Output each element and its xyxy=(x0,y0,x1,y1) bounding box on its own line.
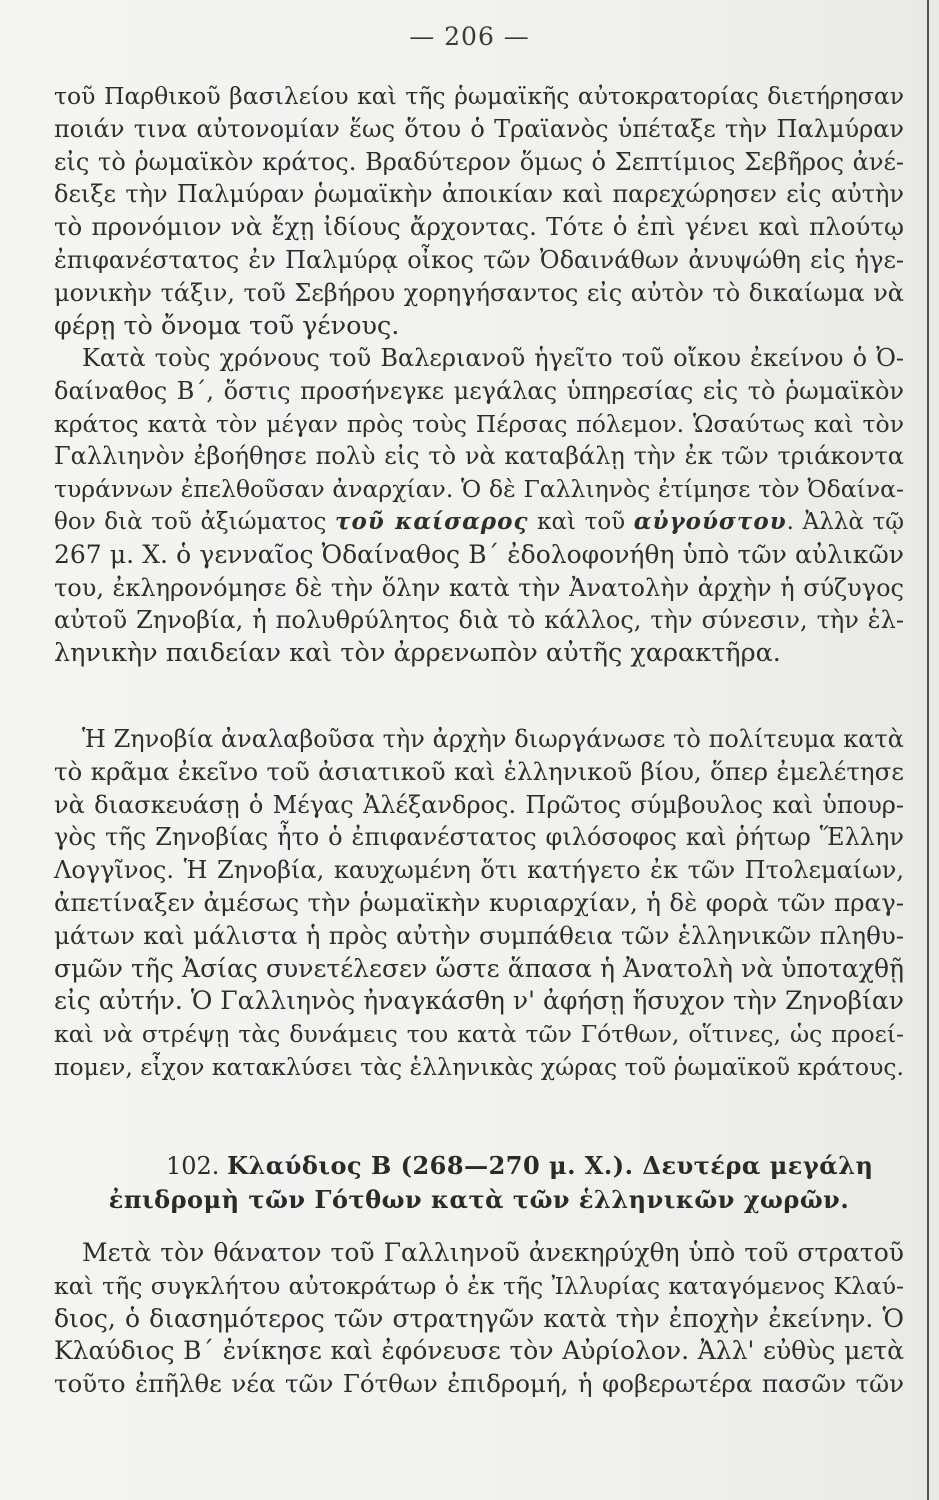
section-heading xyxy=(54,1149,904,1217)
text-line: 267 μ. Χ. ὁ γενναῖος Ὀδαίναθος Β΄ ἐδολοφονήθη ὑπὸ τῶν αὐλικῶν xyxy=(54,539,904,569)
paragraph-2 xyxy=(54,342,904,670)
text-line: του, ἐκληρονόμησε δὲ τὴν ὅλην κατὰ τὴν Ἀνατολὴν ἀρχὴν ἡ σύζυγος xyxy=(54,573,904,602)
text-line: Κλαύδιος Β΄ ἐνίκησε καὶ ἐφόνευσε τὸν Αὐρίολον. Ἀλλ' εὐθὺς μετὰ xyxy=(54,1336,904,1366)
text-line: μονικὴν τάξιν, τοῦ Σεβήρου χορηγήσαντος εἰς αὐτὸν τὸ δικαίωμα νὰ xyxy=(54,278,904,307)
text-line: μάτων καὶ μάλιστα ἡ πρὸς αὐτὴν συμπάθεια τῶν ἑλληνικῶν πληθυ- xyxy=(54,920,904,950)
section-heading-line-1 xyxy=(54,1149,904,1183)
text-line: δαίναθος Β΄, ὅστις προσήνεγκε μεγάλας ὑπηρεσίας εἰς τὸ ῥωμαϊκὸν xyxy=(54,376,904,405)
text-segment: καὶ τοῦ xyxy=(528,508,634,535)
section-title-part-2: ἐπιδρομὴ τῶν Γότθων κατὰ τῶν ἑλληνικῶν χωρῶν. xyxy=(108,1185,850,1214)
text-line: Γαλλιηνὸν ἐβοήθησε πολὺ εἰς τὸ νὰ καταβάλῃ τὴν ἐκ τῶν τριάκοντα xyxy=(54,442,904,471)
text-line: σμῶν τῆς Ἀσίας συνετέλεσεν ὥστε ἅπασα ἡ Ἀνατολὴ νὰ ὑποταχθῇ xyxy=(54,953,904,983)
text-line: πομεν, εἶχον κατακλύσει τὰς ἑλληνικὰς χώρας τοῦ ῥωμαϊκοῦ κράτους. xyxy=(54,1052,904,1081)
text-line: διος, ὁ διασημότερος τῶν στρατηγῶν κατὰ τὴν ἐποχὴν ἐκείνην. Ὁ xyxy=(54,1303,904,1333)
text-line: Μετὰ τὸν θάνατον τοῦ Γαλλιηνοῦ ἀνεκηρύχθη ὑπὸ τοῦ στρατοῦ xyxy=(82,1238,904,1267)
text-line: νὰ διασκευάσῃ ὁ Μέγας Ἀλέξανδρος. Πρῶτος σύμβουλος καὶ ὑπουρ- xyxy=(54,790,904,819)
text-line: δειξε τὴν Παλμύραν ῥωμαϊκὴν ἀποικίαν καὶ παρεχώρησεν εἰς αὐτὴν xyxy=(54,180,904,209)
text-line: εἰς αὐτήν. Ὁ Γαλλιηνὸς ἠναγκάσθη ν' ἀφήσῃ ἥσυχον τὴν Ζηνοβίαν xyxy=(54,986,904,1016)
text-line: τοῦ Παρθικοῦ βασιλείου καὶ τῆς ῥωμαϊκῆς αὐτοκρατορίας διετήρησαν xyxy=(54,82,904,110)
text-line: γὸς τῆς Ζηνοβίας ἦτο ὁ ἐπιφανέστατος φιλόσοφος καὶ ῥήτωρ Ἕλλην xyxy=(54,823,904,852)
text-line: τοῦτο ἐπῆλθε νέα τῶν Γότθων ἐπιδρομή, ἡ φοβερωτέρα πασῶν τῶν xyxy=(54,1369,904,1399)
section-title-part-1: Κλαύδιος Β (268—270 μ. Χ.). Δευτέρα μεγάλη xyxy=(227,1151,874,1180)
text-line-with-emphasis xyxy=(54,506,904,539)
text-line: Ἡ Ζηνοβία ἀναλαβοῦσα τὴν ἀρχὴν διωργάνωσε τὸ πολίτευμα κατὰ xyxy=(82,725,904,753)
text-line: καὶ τῆς συγκλήτου αὐτοκράτωρ ὁ ἐκ τῆς Ἰλλυρίας καταγόμενος Κλαύ- xyxy=(54,1271,904,1300)
text-line: καὶ νὰ στρέψῃ τὰς δυνάμεις του κατὰ τῶν Γότθων, οἵτινες, ὡς προεί- xyxy=(54,1020,904,1049)
text-line: Κατὰ τοὺς χρόνους τοῦ Βαλεριανοῦ ἡγεῖτο τοῦ οἴκου ἐκείνου ὁ Ὀ- xyxy=(82,344,904,372)
paragraph-4 xyxy=(54,1237,904,1401)
text-line: ἀπετίναξεν ἀμέσως τὴν ῥωμαϊκὴν κυριαρχίαν, ἡ δὲ φορὰ τῶν πραγ- xyxy=(54,887,904,917)
text-line: ἐπιφανέστατος ἐν Παλμύρᾳ οἶκος τῶν Ὀδαινάθων ἀνυψώθη εἰς ἡγε- xyxy=(54,245,904,274)
emphasis-augoustou: αὐγούστου xyxy=(633,507,787,535)
text-line: ποιάν τινα αὐτονομίαν ἕως ὅτου ὁ Τραϊανὸς ὑπέταξε τὴν Παλμύραν xyxy=(54,114,904,143)
text-line: τὸ προνόμιον νὰ ἔχῃ ἰδίους ἄρχοντας. Τότε ὁ ἐπὶ γένει καὶ πλούτῳ xyxy=(54,212,904,242)
text-line: αὐτοῦ Ζηνοβία, ἡ πολυθρύλητος διὰ τὸ κάλλος, τὴν σύνεσιν, τὴν ἑλ- xyxy=(54,606,904,635)
text-line: εἰς τὸ ῥωμαϊκὸν κράτος. Βραδύτερον ὅμως ὁ Σεπτίμιος Σεβῆρος ἀνέ- xyxy=(54,147,904,176)
text-line: φέρῃ τὸ ὄνομα τοῦ γένους. xyxy=(54,310,400,341)
paragraph-1 xyxy=(54,80,904,342)
paragraph-3 xyxy=(54,723,904,1084)
text-line: Λογγῖνος. Ἡ Ζηνοβία, καυχωμένη ὅτι κατήγετο ἐκ τῶν Πτολεμαίων, xyxy=(54,856,904,885)
text-segment: θον διὰ τοῦ ἀξιώματος xyxy=(54,508,335,535)
text-line: τὸ κρᾶμα ἐκεῖνο τοῦ ἀσιατικοῦ καὶ ἑλληνικοῦ βίου, ὅπερ ἐμελέτησε xyxy=(54,756,904,786)
text-line: τυράννων ἐπελθοῦσαν ἀναρχίαν. Ὁ δὲ Γαλλιηνὸς ἐτίμησε τὸν Ὀδαίνα- xyxy=(54,475,904,504)
text-segment: . Ἀλλὰ τῷ xyxy=(786,508,904,535)
page-number: — 206 — xyxy=(409,22,530,51)
page-edge-shadow xyxy=(927,0,929,1500)
section-number: 102. xyxy=(166,1152,220,1180)
emphasis-kaisaros: τοῦ καίσαρος xyxy=(335,507,529,535)
text-line: κράτος κατὰ τὸν μέγαν πρὸς τοὺς Πέρσας πόλεμον. Ὡσαύτως καὶ τὸν xyxy=(54,409,904,438)
text-line: ληνικὴν παιδείαν καὶ τὸν ἀρρενωπὸν αὐτῆς χαρακτῆρα. xyxy=(54,638,781,669)
